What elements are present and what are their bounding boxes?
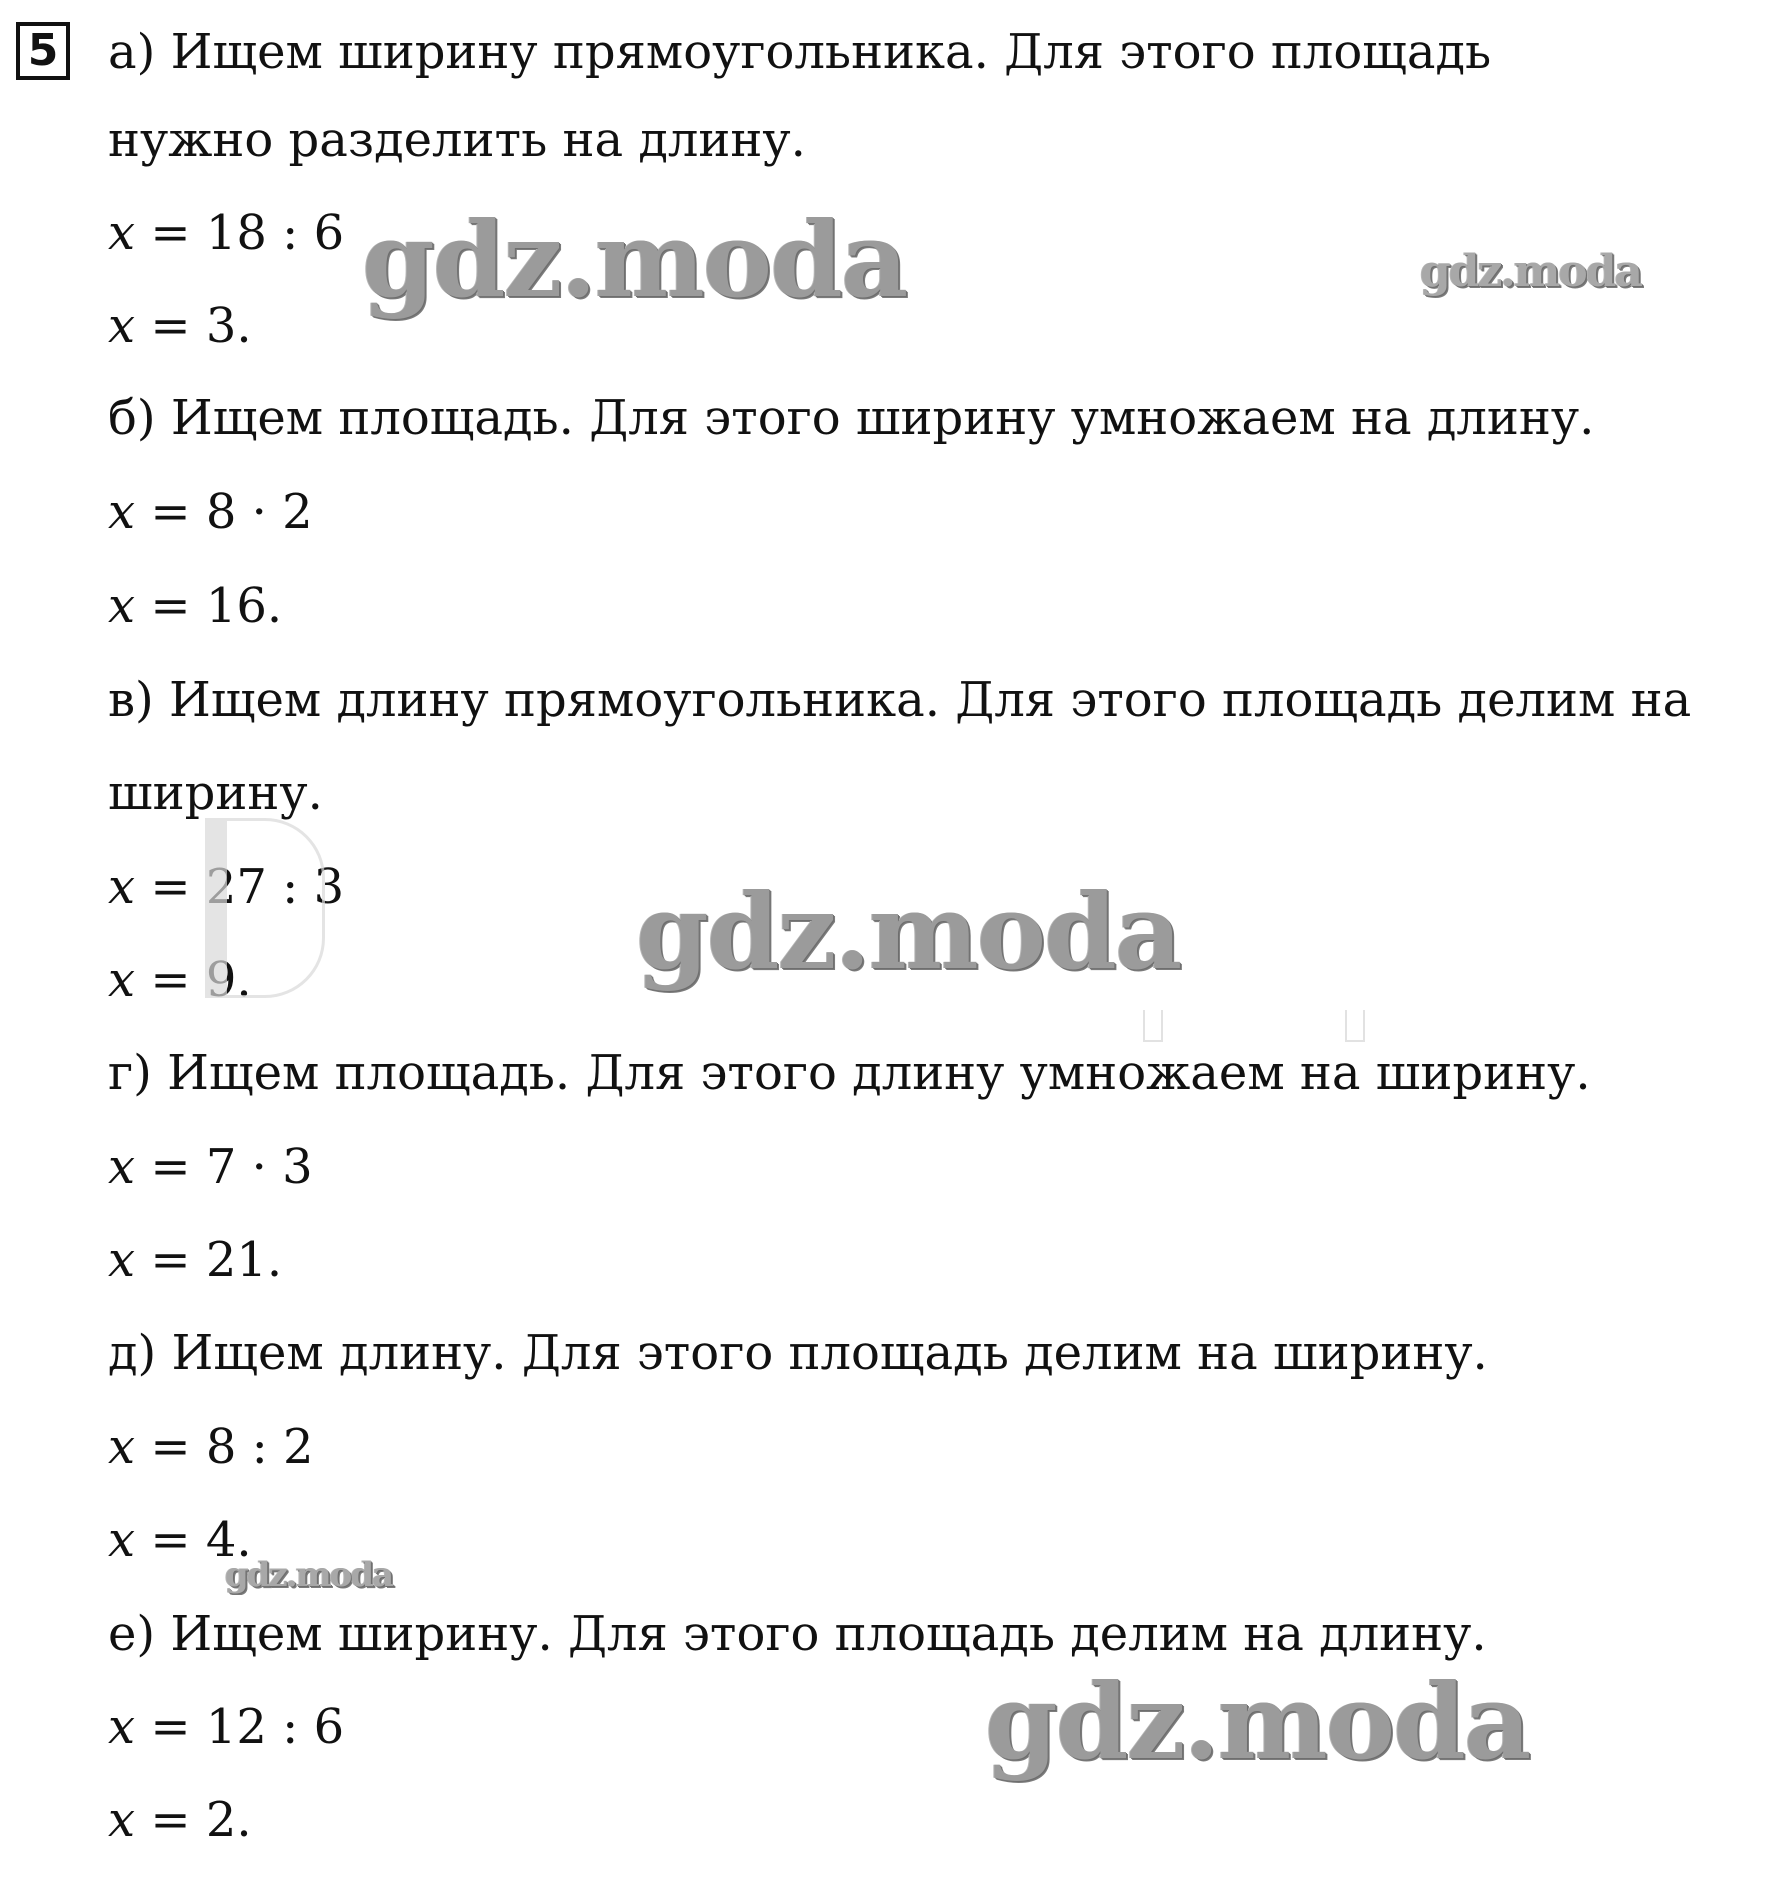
solution-line-a-2	[108, 110, 806, 170]
equation-variable: x	[108, 859, 136, 915]
equation-expression: = 27 : 3	[135, 859, 345, 915]
equation-expression: = 7 · 3	[135, 1139, 313, 1195]
equation-variable: x	[108, 1139, 136, 1195]
equation-expression: = 4.	[135, 1512, 252, 1568]
equation-expression: = 16.	[135, 578, 283, 634]
line-text: нужно разделить на длину.	[108, 112, 806, 168]
equation-g-2	[108, 1230, 282, 1290]
equation-variable: x	[108, 1232, 136, 1288]
equation-a-2	[108, 296, 252, 356]
equation-variable: x	[108, 1699, 136, 1755]
pale-watermark-shape	[205, 818, 325, 998]
line-text: ширину.	[108, 765, 323, 821]
equation-variable: x	[108, 205, 136, 261]
equation-g-1	[108, 1137, 313, 1197]
solution-line-e-1	[108, 1604, 1487, 1664]
solution-line-a-1	[108, 22, 1491, 82]
equation-variable: x	[108, 298, 136, 354]
line-text: г) Ищем площадь. Для этого длину умножаем на ширину.	[108, 1045, 1591, 1101]
equation-variable: x	[108, 484, 136, 540]
solution-line-v-1	[108, 670, 1691, 730]
equation-variable: x	[108, 1792, 136, 1848]
equation-expression: = 8 : 2	[135, 1419, 314, 1475]
equation-e-1	[108, 1697, 344, 1757]
line-text: е) Ищем ширину. Для этого площадь делим на длину.	[108, 1606, 1487, 1662]
equation-expression: = 21.	[135, 1232, 283, 1288]
equation-b-2	[108, 576, 282, 636]
line-text: б) Ищем площадь. Для этого ширину умножаем на длину.	[108, 390, 1595, 446]
equation-e-2	[108, 1790, 252, 1850]
equation-expression: = 9.	[135, 952, 252, 1008]
line-text: в) Ищем длину прямоугольника. Для этого площадь делим на	[108, 672, 1692, 728]
task-number-box	[16, 22, 70, 80]
equation-variable: x	[108, 1419, 136, 1475]
equation-expression: = 2.	[135, 1792, 252, 1848]
equation-variable: x	[108, 1512, 136, 1568]
watermark-gdz-moda: gdz.moda	[1420, 246, 1642, 297]
task-number: 5	[27, 25, 59, 76]
line-text: д) Ищем длину. Для этого площадь делим на ширину.	[108, 1325, 1488, 1381]
equation-variable: x	[108, 578, 136, 634]
solution-line-d-1	[108, 1323, 1488, 1383]
watermark-gdz-moda: gdz.moda	[636, 870, 1181, 993]
equation-expression: = 3.	[135, 298, 252, 354]
equation-b-1	[108, 482, 313, 542]
solution-line-g-1	[108, 1043, 1591, 1103]
solution-line-b-1	[108, 388, 1594, 448]
equation-a-1	[108, 203, 344, 263]
pale-watermark-mark	[1143, 1010, 1163, 1042]
equation-expression: = 12 : 6	[135, 1699, 345, 1755]
solution-line-v-2	[108, 763, 323, 823]
watermark-gdz-moda: gdz.moda	[985, 1660, 1530, 1783]
equation-variable: x	[108, 952, 136, 1008]
watermark-gdz-moda: gdz.moda	[225, 1555, 393, 1595]
equation-expression: = 8 · 2	[135, 484, 313, 540]
watermark-gdz-moda: gdz.moda	[362, 198, 907, 321]
line-text: а) Ищем ширину прямоугольника. Для этого площадь	[108, 24, 1492, 80]
pale-watermark-mark	[1345, 1010, 1365, 1042]
equation-d-1	[108, 1417, 314, 1477]
equation-expression: = 18 : 6	[135, 205, 345, 261]
